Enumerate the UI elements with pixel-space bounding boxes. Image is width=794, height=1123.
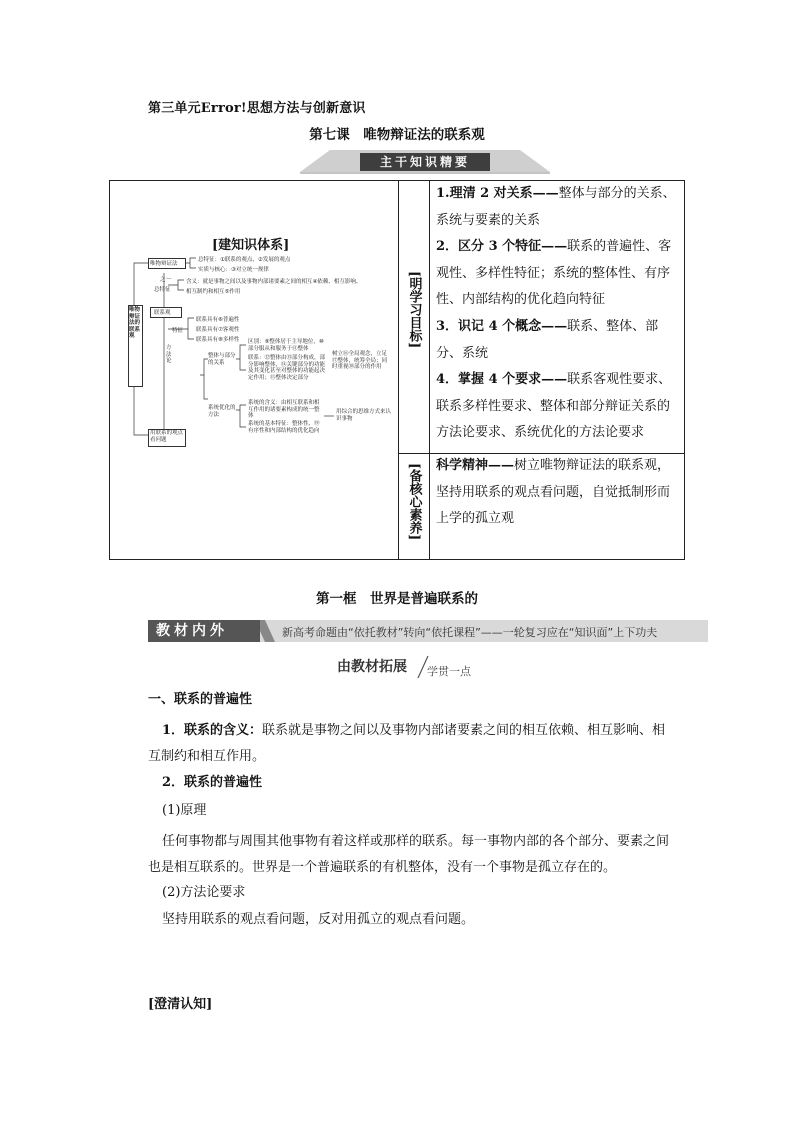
- mindmap-node-label: 含义：就是事物之间以及事物内部诸要素之间的相互④依赖、相互影响、: [186, 279, 362, 285]
- mindmap-root-label: 唯物辩证法的联系观: [129, 307, 141, 339]
- mindmap-node-label: 区别：⑨整体居于主导地位，⑩部分服从和服务于⑪整体: [248, 339, 324, 352]
- goal-item: 4．掌握 4 个要求——联系客观性要求、联系多样性要求、整体和部分辩证关系的方法论要求、系统优化的方法论要求: [436, 372, 672, 441]
- mindmap-node-label: 方法论: [166, 345, 172, 364]
- goal-item: 2．区分 3 个特征——联系的普遍性、客观性、多样性特征；系统的整体性、有序性、内部结构的优化趋向特征: [436, 239, 672, 308]
- goals-label: [明学习目标]: [406, 271, 422, 349]
- mindmap: [124, 255, 394, 467]
- mindmap-node-label: 总特征: [154, 287, 171, 293]
- mindmap-node-label: 之一: [160, 277, 172, 283]
- mindmap-node-label: 联系观: [154, 310, 171, 316]
- learning-goals: [436, 181, 680, 447]
- goal-item: 1.理清 2 对关系——整体与部分的关系、系统与要素的关系: [436, 186, 676, 228]
- mindmap-node-label: 联系具有⑧多样性: [196, 337, 240, 343]
- feature-bar-text: 新高考命题由“依托教材”转向“依托课程”——一轮复习应在“知识面”上下功夫: [282, 626, 658, 639]
- lesson-title: 第七课 唯物辩证法的联系观: [309, 127, 485, 143]
- mindmap-node-label: 系统的基本特征：整体性、⑲有序性和内部结构的优化趋向: [248, 421, 320, 434]
- mindmap-node-label: 系统优化的方法: [208, 405, 236, 418]
- heading-universality-2: 2．联系的普遍性: [162, 775, 263, 790]
- mindmap-node-label: 实质与核心：③对立统一规律: [198, 267, 269, 273]
- mindmap-node-label: 用联系的观点看问题: [150, 430, 184, 443]
- mindmap-node-label: 唯物辩证法: [150, 261, 178, 267]
- unit-title: 第三单元Error!思想方法与创新意识: [148, 101, 366, 116]
- mindmap-node-label: 联系具有⑥普遍性: [196, 317, 240, 323]
- goal-item: 3．识记 4 个概念——联系、整体、部分、系统: [436, 318, 659, 361]
- mindmap-caption: [建知识体系]: [212, 238, 290, 253]
- mindmap-node-label: 特征: [172, 328, 184, 334]
- mindmap-node-label: 相互制约和相互⑤作用: [186, 289, 241, 295]
- mindmap-node-label: 联系具有⑦客观性: [196, 327, 240, 333]
- core-literacy: 科学精神——树立唯物辩证法的联系观，坚持用联系的观点看问题，自觉抵制形而上学的孤立观: [436, 458, 671, 527]
- sub-banner-subtitle: 学贯一点: [427, 665, 471, 678]
- clarify-heading: [澄清认知]: [148, 997, 213, 1012]
- mindmap-node-label: 整体与部分的关系: [208, 353, 236, 366]
- method-paragraph: 坚持用联系的观点看问题，反对用孤立的观点看问题。: [162, 912, 475, 927]
- mindmap-node-label: 联系：⑫整体由⑬部分构成，部分影响整体，⑭关键部分的功能及其变化甚至对整体的功能起决定作用；⑮整体决定部分: [248, 355, 326, 381]
- knowledge-table: [109, 180, 685, 560]
- mindmap-node-label: 总特征：①联系的观点、②发展的观点: [198, 257, 291, 263]
- principle-paragraph: 任何事物都与周围其他事物有着这样或那样的联系。每一事物内部的各个部分、要素之间也是相互联系的。世界是一个普遍联系的有机整体，没有一个事物是孤立存在的。: [148, 834, 670, 875]
- feature-bar-label: 教材内外: [148, 620, 260, 642]
- subheading-principle: (1)原理: [162, 803, 207, 818]
- mindmap-node-label: 用综合的思维方式来认识事物: [336, 409, 392, 422]
- section-banner: 主干知识精要: [360, 153, 490, 171]
- section-title: 第一框 世界是普遍联系的: [316, 591, 478, 607]
- sub-banner-title: 由教材拓展: [337, 659, 407, 675]
- mindmap-node-label: 树立⑯全局观念，立足⑰整体，统筹全局；同时重视⑱部分的作用: [332, 351, 388, 370]
- core-label: [备核心素养]: [406, 463, 422, 541]
- heading-universality: 一、联系的普遍性: [148, 692, 253, 707]
- subheading-method: (2)方法论要求: [162, 885, 246, 900]
- mindmap-node-label: 系统的含义：由相互联系和相互作用的诸要素构成的统一整体: [248, 400, 320, 419]
- definition-paragraph: 1．联系的含义：联系就是事物之间以及事物内部诸要素之间的相互依赖、相互影响、相互制约和相互作用。: [148, 723, 666, 764]
